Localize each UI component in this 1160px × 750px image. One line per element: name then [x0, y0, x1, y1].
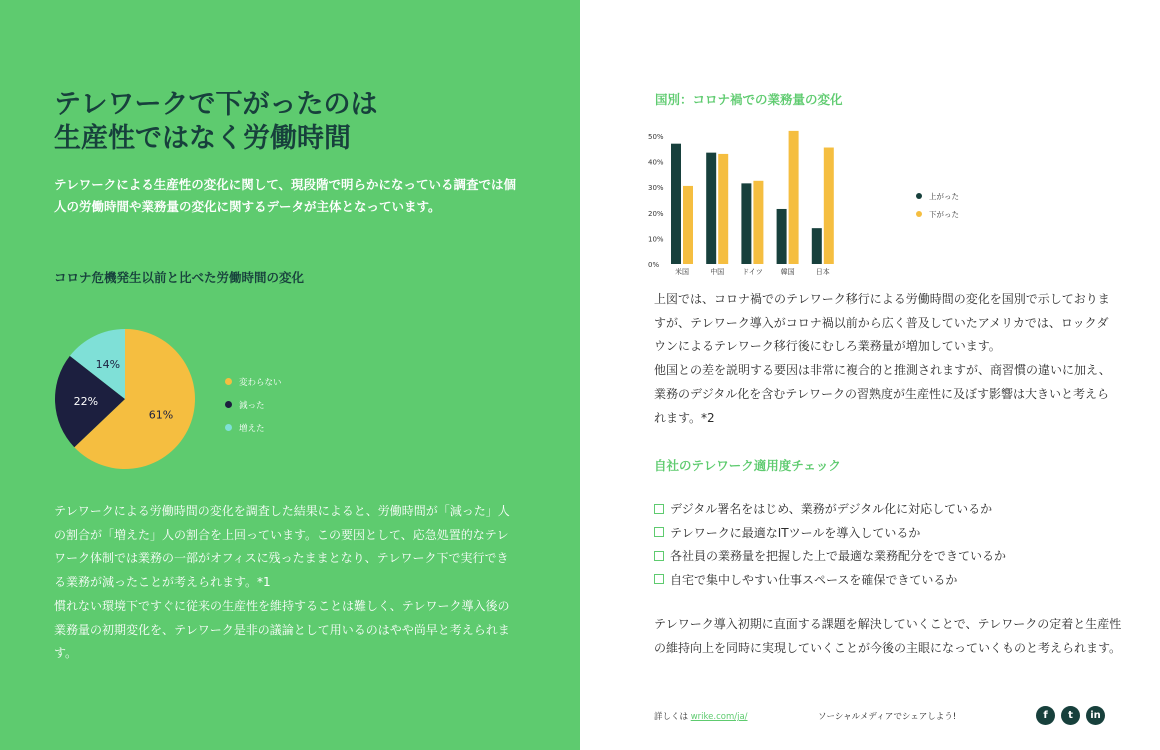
social-icons [1036, 706, 1111, 725]
bar [753, 181, 763, 264]
twitter-icon[interactable]: t [1061, 706, 1080, 725]
right-body-text [654, 288, 1114, 430]
bar-legend-item [916, 187, 959, 205]
pie-legend-label: 変わらない [239, 377, 282, 388]
legend-dot-icon [225, 378, 232, 385]
pie-legend-label: 増えた [239, 423, 265, 434]
y-tick-label: 20% [648, 209, 664, 218]
right-panel [580, 0, 1160, 750]
checkbox-icon[interactable] [654, 574, 664, 584]
legend-dot-icon [916, 193, 922, 199]
y-tick-label: 40% [648, 158, 664, 167]
bar [777, 209, 787, 264]
checklist-item-label: テレワークに最適なITツールを導入しているか [670, 525, 921, 540]
checklist-item-label: 各社員の業務量を把握した上で最適な業務配分をできているか [670, 549, 1007, 564]
legend-dot-icon [916, 211, 922, 217]
bar [789, 131, 799, 264]
lead-text: テレワークによる生産性の変化に関して、現段階で明らかになっている調査では個人の労働時間や業務量の変化に関するデータが主体となっています。 [54, 177, 517, 214]
bar-legend-label: 下がった [929, 209, 959, 219]
page-title-line-1: テレワークで下がったのは [54, 89, 378, 120]
y-tick-label: 10% [648, 235, 664, 244]
bar-legend-item [916, 205, 959, 223]
page-title [54, 88, 534, 156]
checkbox-icon[interactable] [654, 504, 664, 514]
y-tick-label: 50% [648, 133, 664, 141]
left-body-text [54, 500, 514, 666]
pie-legend-item [225, 370, 282, 393]
pie-legend [225, 370, 282, 439]
pie-slice-label: 22% [73, 394, 99, 408]
checklist-item-label: デジタル署名をはじめ、業務がデジタル化に対応しているか [670, 502, 993, 517]
y-tick-label: 0% [648, 261, 660, 269]
bar [671, 144, 681, 264]
facebook-icon[interactable]: f [1036, 706, 1055, 725]
pie-slice-label: 61% [148, 408, 174, 422]
pie-legend-label: 減った [239, 400, 265, 411]
checkbox-icon[interactable] [654, 551, 664, 561]
footer-social-text: ソーシャルメディアでシェアしよう! [818, 712, 957, 722]
bar-chart [648, 128, 948, 280]
checklist-item[interactable] [654, 568, 1124, 592]
bar [706, 153, 716, 264]
bar-legend [916, 187, 959, 223]
checklist-item[interactable] [654, 521, 1124, 545]
pie-legend-item [225, 416, 282, 439]
website-link[interactable]: wrike.com/ja/ [690, 712, 748, 722]
checklist-heading: 自社のテレワーク適用度チェック [654, 458, 841, 473]
footer-more-prefix: 詳しくは [654, 712, 689, 722]
bar [812, 228, 822, 264]
x-tick-label: 米国 [675, 268, 689, 276]
bar-chart-heading: 国別：コロナ禍での業務量の変化 [655, 92, 843, 107]
checklist [654, 497, 1124, 591]
x-tick-label: 日本 [815, 268, 830, 276]
legend-dot-icon [225, 401, 232, 408]
linkedin-icon[interactable]: in [1086, 706, 1105, 725]
x-tick-label: 韓国 [780, 268, 795, 276]
pie-chart [54, 328, 196, 470]
bar [718, 154, 728, 264]
checklist-item-label: 自宅で集中しやすい仕事スペースを確保できているか [670, 572, 958, 587]
bar-legend-label: 上がった [929, 191, 959, 201]
right-body-paragraph: 上図では、コロナ禍でのテレワーク移行による労働時間の変化を国別で示しておりますが、テレワーク導入がコロナ禍以前から広く普及していたアメリカでは、ロックダウンによるテレワーク移行後にむしろ業務量が増加しています。 [654, 292, 1110, 354]
checklist-item[interactable] [654, 497, 1124, 521]
bar [741, 183, 751, 264]
left-body-paragraph: 慣れない環境下ですぐに従来の生産性を維持することは難しく、テレワーク導入後の業務量の初期変化を、テレワーク是非の議論として用いるのはやや尚早と考えられます。 [54, 598, 510, 661]
page-title-line-2: 生産性ではなく労働時間 [54, 123, 351, 154]
pie-slice-label: 14% [95, 357, 121, 371]
legend-dot-icon [225, 424, 232, 431]
right-body-paragraph: 他国との差を説明する要因は非常に複合的と推測されますが、商習慣の違いに加え、業務のデジタル化を含むテレワークの習熟度が生産性に及ぼす影響は大きいと考えられます。*2 [654, 363, 1111, 425]
checkbox-icon[interactable] [654, 527, 664, 537]
left-body-paragraph: テレワークによる労働時間の変化を調査した結果によると、労働時間が「減った」人の割合が「増えた」人の割合を上回っています。この要因として、応急処置的なテレワーク体制では業務の一部がオフィスに残ったままとなり、テレワーク下で実行できる業務が減ったことが考えられます。*1 [54, 504, 510, 590]
pie-legend-item [225, 393, 282, 416]
bar [683, 186, 693, 264]
checklist-item[interactable] [654, 544, 1124, 568]
bar [824, 148, 834, 264]
x-tick-label: 中国 [710, 268, 725, 276]
pie-chart-heading: コロナ危機発生以前と比べた労働時間の変化 [54, 270, 305, 285]
footer-more-info [654, 710, 748, 722]
x-tick-label: ドイツ [742, 268, 763, 276]
y-tick-label: 30% [648, 184, 664, 193]
closing-text: テレワーク導入初期に直面する課題を解決していくことで、テレワークの定着と生産性の維持向上を同時に実現していくことが今後の主眼になっていくものと考えられます。 [654, 617, 1122, 655]
